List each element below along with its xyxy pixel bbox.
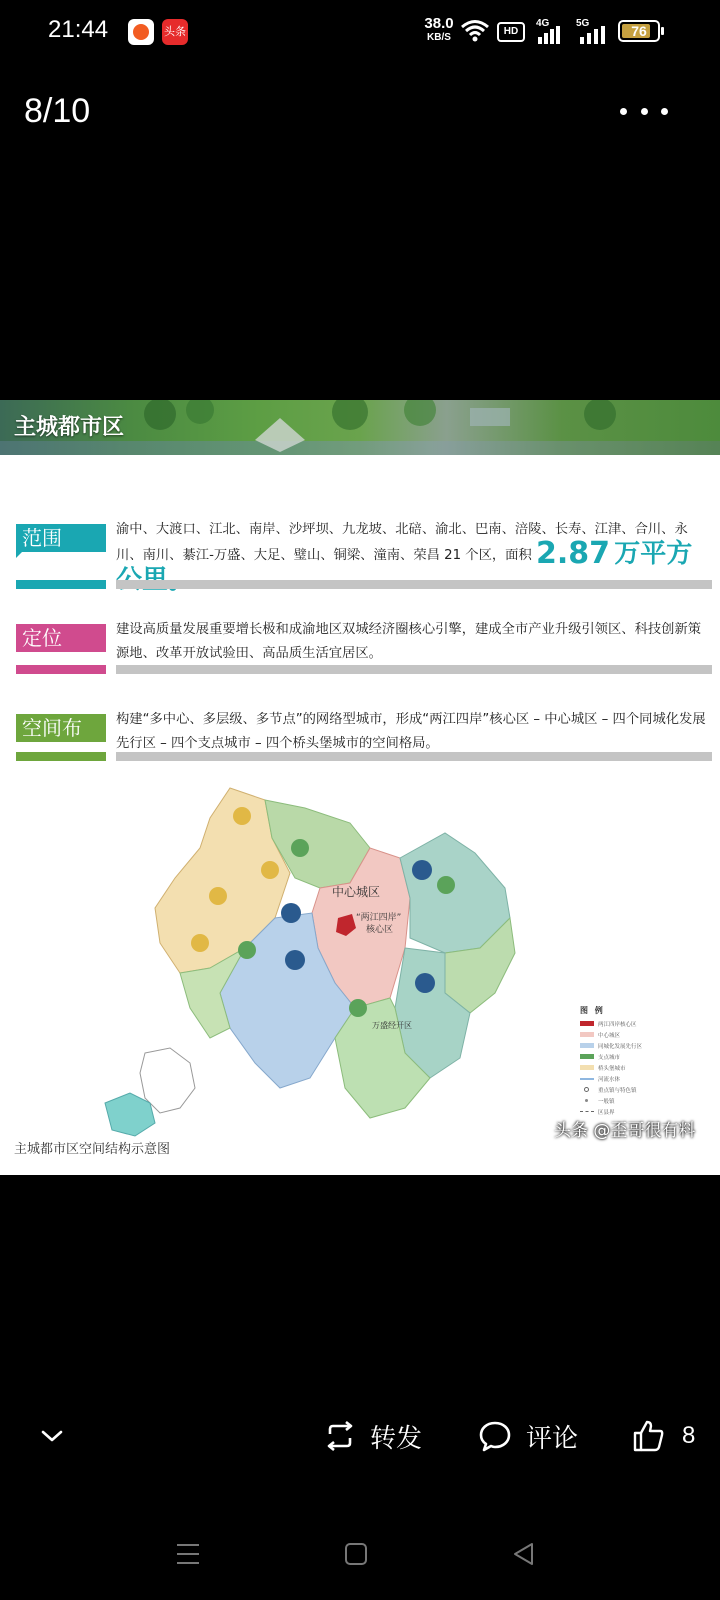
fanwei-bar — [16, 580, 106, 589]
fanwei-text-prefix: 渝中、大渡口、江北、南岸、沙坪坝、九龙坡、北碚、渝北、巴南、涪陵、长寿、江津、合川、永川、南川、綦江-万盛、大足、璧山、铜梁、潼南、荣昌 21 个区，面积 — [116, 522, 688, 563]
legend-item: 两江四岸核心区 — [580, 1018, 680, 1029]
net-speed-unit: KB/S — [427, 32, 451, 43]
battery-level: 76 — [631, 23, 647, 39]
dingwei-text: 建设高质量发展重要增长极和成渝地区双城经济圈核心引擎，建成全市产业升级引领区、科技创新策源地、改革开放试验田、高品质生活宜居区。 — [116, 622, 702, 661]
home-icon[interactable] — [342, 1540, 370, 1568]
menu-icon[interactable] — [174, 1540, 202, 1568]
forward-button[interactable] — [324, 1414, 422, 1458]
repost-icon — [324, 1420, 356, 1452]
toutiao-icon: 头条 — [162, 19, 188, 45]
legend-title: 图 例 — [580, 1006, 605, 1015]
tag-fanwei: 范围 — [16, 524, 106, 552]
net-5g-label: 5G — [576, 18, 590, 29]
forward-label: 转发 — [370, 1423, 423, 1454]
kongjian-text: 构建“多中心、多层级、多节点”的网络型城市，形成“两江四岸”核心区 – 中心城区 – 四个同城化发展先行区 – 四个支点城市 – 四个桥头堡城市的空间格局。 — [116, 712, 706, 751]
dingwei-divider — [116, 665, 712, 674]
map-caption: 主城都市区空间结构示意图 — [14, 1142, 171, 1157]
fanwei-divider — [116, 580, 712, 589]
status-time: 21:44 — [48, 16, 109, 43]
banner — [0, 400, 720, 455]
hd-badge: HD — [497, 22, 525, 42]
more-dots-icon — [620, 108, 627, 115]
legend-item: 同城化发展先行区 — [580, 1040, 680, 1051]
dingwei-bar — [16, 665, 106, 674]
map-legend — [580, 1005, 680, 1117]
tag-kongjian: 空间布 — [16, 714, 106, 742]
legend-item: 区县界 — [580, 1106, 680, 1117]
area-value: 2.87 — [536, 536, 611, 571]
weibo-icon — [128, 19, 154, 45]
tag-dingwei: 定位 — [16, 624, 106, 652]
map-center-label: 中心城区 — [332, 885, 381, 899]
banner-title: 主城都市区 — [14, 415, 125, 440]
kongjian-bar — [16, 752, 106, 761]
like-count: 8 — [682, 1422, 696, 1449]
kongjian-divider — [116, 752, 712, 761]
signal-icon — [536, 26, 562, 44]
map-core-label-2: 核心区 — [366, 925, 394, 935]
legend-item: 一般镇 — [580, 1095, 680, 1106]
status-bar — [0, 0, 720, 64]
comment-label: 评论 — [526, 1423, 579, 1454]
page-counter: 8/10 — [24, 92, 91, 130]
map-wansheng-label: 万盛经开区 — [372, 1021, 412, 1030]
comment-icon — [478, 1420, 512, 1452]
battery-icon — [618, 20, 660, 42]
legend-item: 重点镇与特色镇 — [580, 1084, 680, 1095]
net-speed-value: 38.0 — [424, 15, 454, 32]
legend-item: 中心城区 — [580, 1029, 680, 1040]
like-button[interactable] — [632, 1414, 695, 1458]
legend-item: 河流水体 — [580, 1073, 680, 1084]
chevron-down-icon[interactable] — [40, 1424, 64, 1448]
map-core-label-1: “两江四岸” — [356, 913, 402, 923]
signal-icon-2 — [578, 26, 608, 44]
legend-item: 支点城市 — [580, 1051, 680, 1062]
net-speed — [420, 16, 458, 44]
more-options-button[interactable] — [616, 96, 672, 126]
area-unit: 万平方 — [614, 539, 693, 569]
region-map — [100, 778, 540, 1138]
back-icon[interactable] — [510, 1540, 538, 1568]
legend-item: 桥头堡城市 — [580, 1062, 680, 1073]
comment-button[interactable] — [478, 1414, 578, 1458]
wifi-icon — [460, 18, 490, 44]
net-4g-label: 4G — [536, 18, 550, 29]
article-image[interactable] — [0, 400, 720, 1175]
watermark: 头条 @歪哥很有料 — [554, 1121, 696, 1141]
thumbs-up-icon — [632, 1419, 666, 1453]
